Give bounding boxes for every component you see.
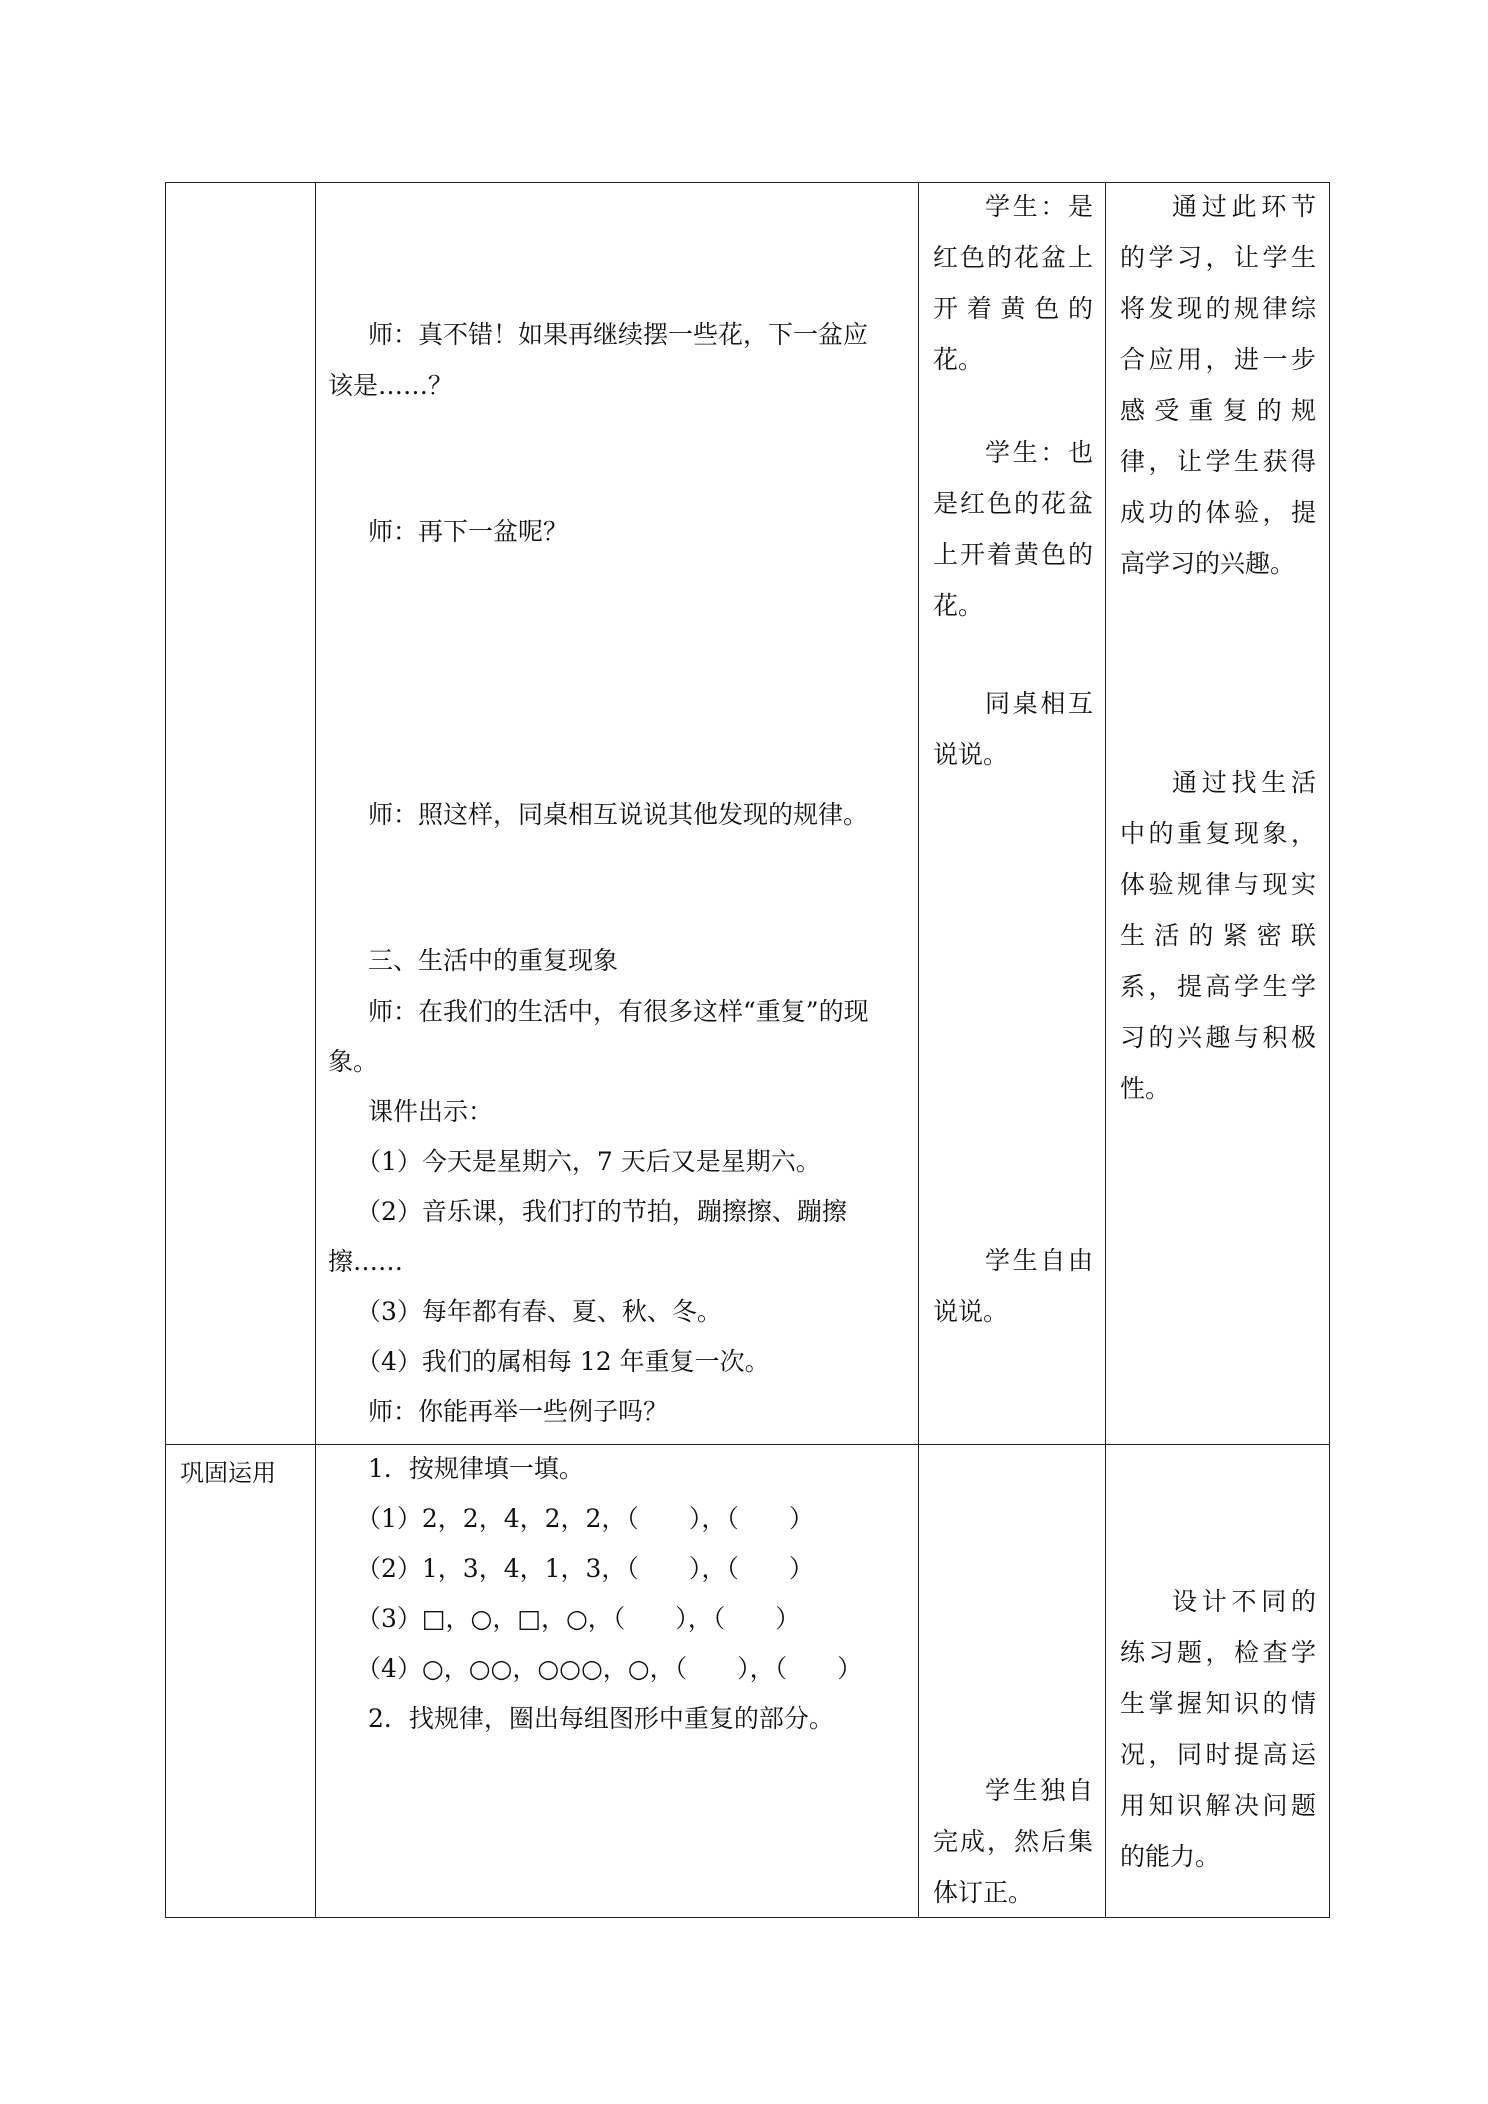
example-item: （1）今天是星期六，7 天后又是星期六。 [356, 1147, 821, 1176]
table-row [166, 1445, 1330, 1918]
exercise-item: （4）○，○○，○○○，○，（ ），（ ） [356, 1654, 863, 1683]
student-activity-cell [919, 183, 1106, 1445]
teacher-line: 师：在我们的生活中，有很多这样“重复”的现 [368, 997, 869, 1026]
example-item: （4）我们的属相每 12 年重复一次。 [356, 1347, 770, 1376]
example-item: （3）每年都有春、夏、秋、冬。 [356, 1297, 722, 1326]
design-intent-cell [1106, 1445, 1330, 1918]
student-activity-cell [919, 1445, 1106, 1918]
teacher-line: 师：再下一盆呢？ [368, 517, 569, 546]
stage-cell [166, 183, 316, 1445]
section-heading: 三、生活中的重复现象 [368, 946, 619, 975]
design-intent-text: 通过找生活 中的重复现象， 体验规律与现实 生活的紧密联 系，提高学生学 习的兴趣与积极 性。 [1120, 768, 1316, 1103]
table-row [166, 183, 1330, 1445]
teacher-line: 象。 [328, 1047, 379, 1076]
teacher-line: 师：照这样，同桌相互说说其他发现的规律。 [368, 800, 869, 829]
lesson-plan-table [165, 182, 1330, 1918]
stage-cell [166, 1445, 316, 1918]
stage-label [166, 183, 315, 191]
example-item: （2）音乐课，我们打的节拍，蹦擦擦、蹦擦 [356, 1197, 847, 1226]
design-intent-cell [1106, 183, 1330, 1445]
teacher-line: 师：真不错！如果再继续摆一些花，下一盆应 [368, 320, 869, 349]
student-response: 学生：是 红色的花盆上 开着黄色的 花。 [933, 192, 1093, 374]
design-intent-text: 通过此环节 的学习，让学生 将发现的规律综 合应用，进一步 感受重复的规 律，让学生获得 成功的体验，提 高学习的兴趣。 [1120, 192, 1316, 578]
exercise-item: （1）2，2，4，2，2，（ ），（ ） [356, 1504, 814, 1533]
example-item: 擦…… [328, 1247, 404, 1276]
exercise-heading: 2．找规律，圈出每组图形中重复的部分。 [368, 1704, 834, 1733]
design-intent-text: 设计不同的 练习题，检查学 生掌握知识的情 况，同时提高运 用知识解决问题 的能力。 [1120, 1587, 1316, 1871]
teacher-line: 师：你能再举一些例子吗？ [368, 1397, 669, 1426]
teacher-activity-cell [316, 183, 919, 1445]
stage-label: 巩固运用 [180, 1459, 276, 1487]
exercise-item: （2）1，3，4，1，3，（ ），（ ） [356, 1554, 814, 1583]
exercise-heading: 1．按规律填一填。 [368, 1454, 584, 1483]
student-response: 学生：也 是红色的花盆 上开着黄色的 花。 [933, 438, 1093, 620]
teacher-activity-cell [316, 1445, 919, 1918]
student-response: 学生独自 完成，然后集 体订正。 [933, 1776, 1093, 1907]
student-response: 同桌相互 说说。 [933, 689, 1093, 769]
teacher-line: 课件出示： [368, 1097, 494, 1126]
teacher-line: 该是……？ [328, 371, 454, 400]
exercise-item: （3）□，○，□，○，（ ），（ ） [356, 1604, 801, 1633]
student-response: 学生自由 说说。 [933, 1246, 1093, 1326]
